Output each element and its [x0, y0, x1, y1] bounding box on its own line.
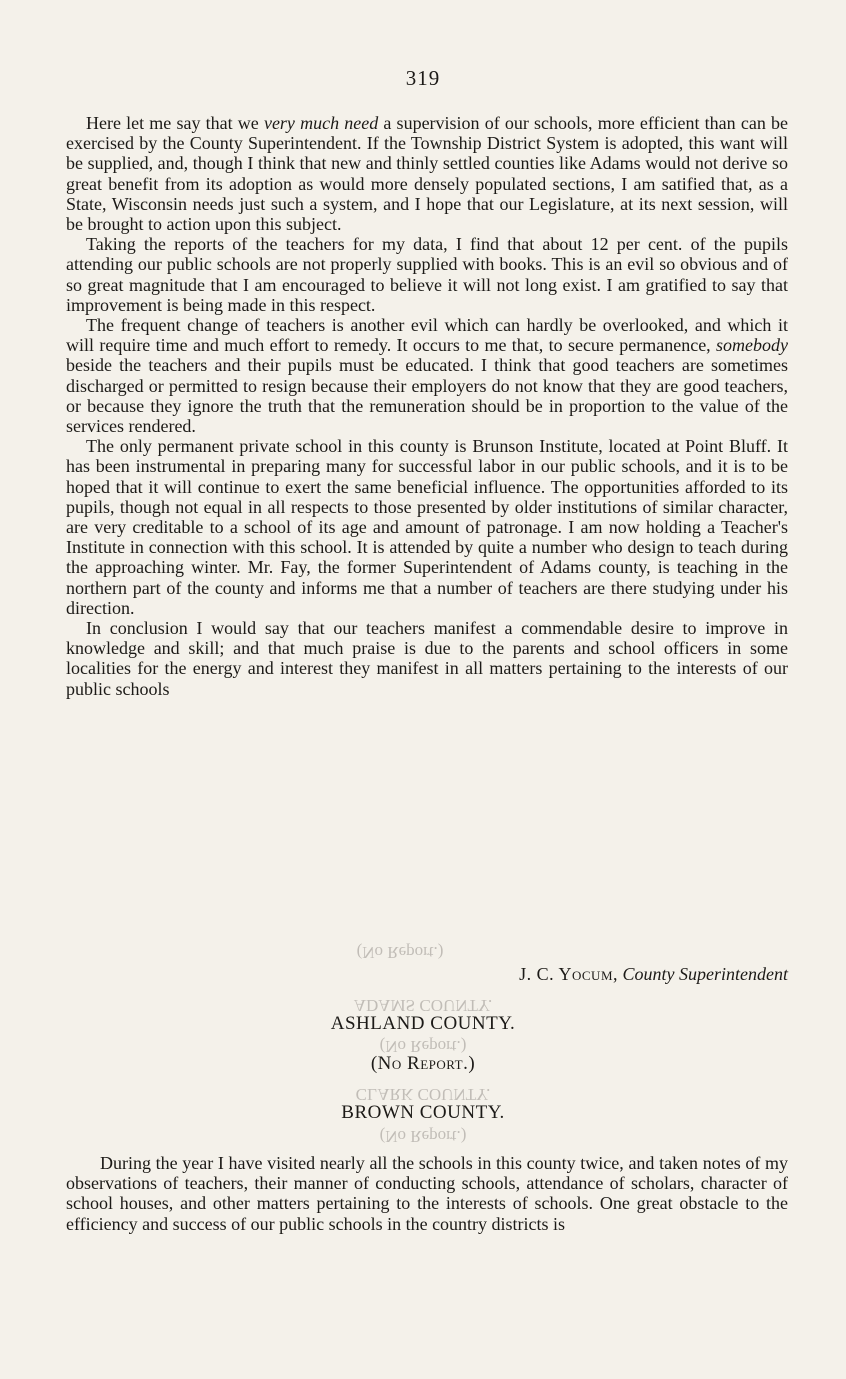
paragraph-text: The frequent change of teachers is another evil which can hardly be overlooked, and which it will require time and much effort to remedy. It occurs to me that, to secure permanence,: [66, 315, 788, 356]
paragraph-supervision: [66, 113, 788, 234]
paragraph-text: In conclusion I would say that our teachers manifest a commendable desire to improve in knowledge and skill; and that much praise is due to the parents and school officers in some localities for the energy and interest they manifest in all matters pertaining to the interests of our public schools: [66, 618, 788, 699]
brown-report-body: [66, 1153, 788, 1234]
paragraph-emphasis: somebody: [716, 335, 788, 356]
show-through-text: (No Report.): [356, 943, 444, 962]
section-heading-brown: BROWN COUNTY.: [341, 1102, 505, 1123]
section-heading-ashland: ASHLAND COUNTY.: [330, 1013, 516, 1034]
show-through-text: (No Report.): [379, 1127, 467, 1146]
page-number: 319: [405, 66, 441, 90]
paragraph-text: Here let me say that we: [86, 113, 264, 133]
paragraph-brown-visits: During the year I have visited nearly all the schools in this county twice, and taken notes of my observations of teachers, their manner of conducting schools, attendance of scholars, character of school houses, and other matters pertaining to the interests of schools. One great obstacle to the efficiency and success of our public schools in the country districts is: [66, 1153, 788, 1234]
show-through-text: (No Report.): [379, 1037, 467, 1056]
paragraph-teacher-change: [66, 315, 788, 436]
signature-title: County Superintendent: [622, 964, 788, 984]
paragraph-emphasis: very much need: [263, 113, 379, 133]
paragraph-text: Taking the reports of the teachers for my data, I find that about 12 per cent. of the pupils attending our public schools are not properly supplied with books. This is an evil so obvious and of so great magnitude that I am encouraged to believe it will not long exist. I am gratified to say that improvement is being made in this respect.: [66, 234, 788, 315]
show-through-text: ADAMS COUNTY.: [353, 996, 493, 1015]
paragraph-text: a supervision of our schools, more efficient than can be exercised by the County Superintendent. If the Township District System is adopted, this want will be supplied, and, though I think that new and thinly settled counties like Adams would not derive so great benefit from its adoption as would more densely populated sections, I am satified that, as a State, Wisconsin needs just such a system, and I hope that our Legislature, at its next session, will be brought to action upon this subject.: [66, 113, 788, 235]
report-body: [66, 113, 788, 699]
signature-name: J. C. Yocum,: [519, 964, 619, 984]
paragraph-private-school: [66, 436, 788, 618]
section-note-no-report: (No Report.): [370, 1053, 476, 1074]
signature: [519, 963, 788, 985]
paragraph-conclusion: [66, 618, 788, 699]
paragraph-text: The only permanent private school in this county is Brunson Institute, located at Point Bluff. It has been instrumental in preparing many for successful labor in our public schools, and it is to be hoped that it will continue to exert the same beneficial influence. The opportunities afforded to its pupils, though not equal in all respects to those presented by older institutions of similar character, are very creditable to a school of its age and amount of patronage. I am now holding a Teacher's Institute in connection with this school. It is attended by quite a number who design to teach during the approaching winter. Mr. Fay, the former Superintendent of Adams county, is teaching in the northern part of the county and informs me that a number of teachers are there studying under his direction.: [66, 436, 788, 618]
show-through-text: CLARK COUNTY.: [355, 1085, 491, 1104]
paragraph-books: [66, 234, 788, 315]
paragraph-text: beside the teachers and their pupils must be educated. I think that good teachers are sometimes discharged or permitted to resign because their employers do not know that they are good teachers, or because they ignore the truth that the remuneration should be in proportion to the value of the services rendered.: [66, 355, 788, 437]
